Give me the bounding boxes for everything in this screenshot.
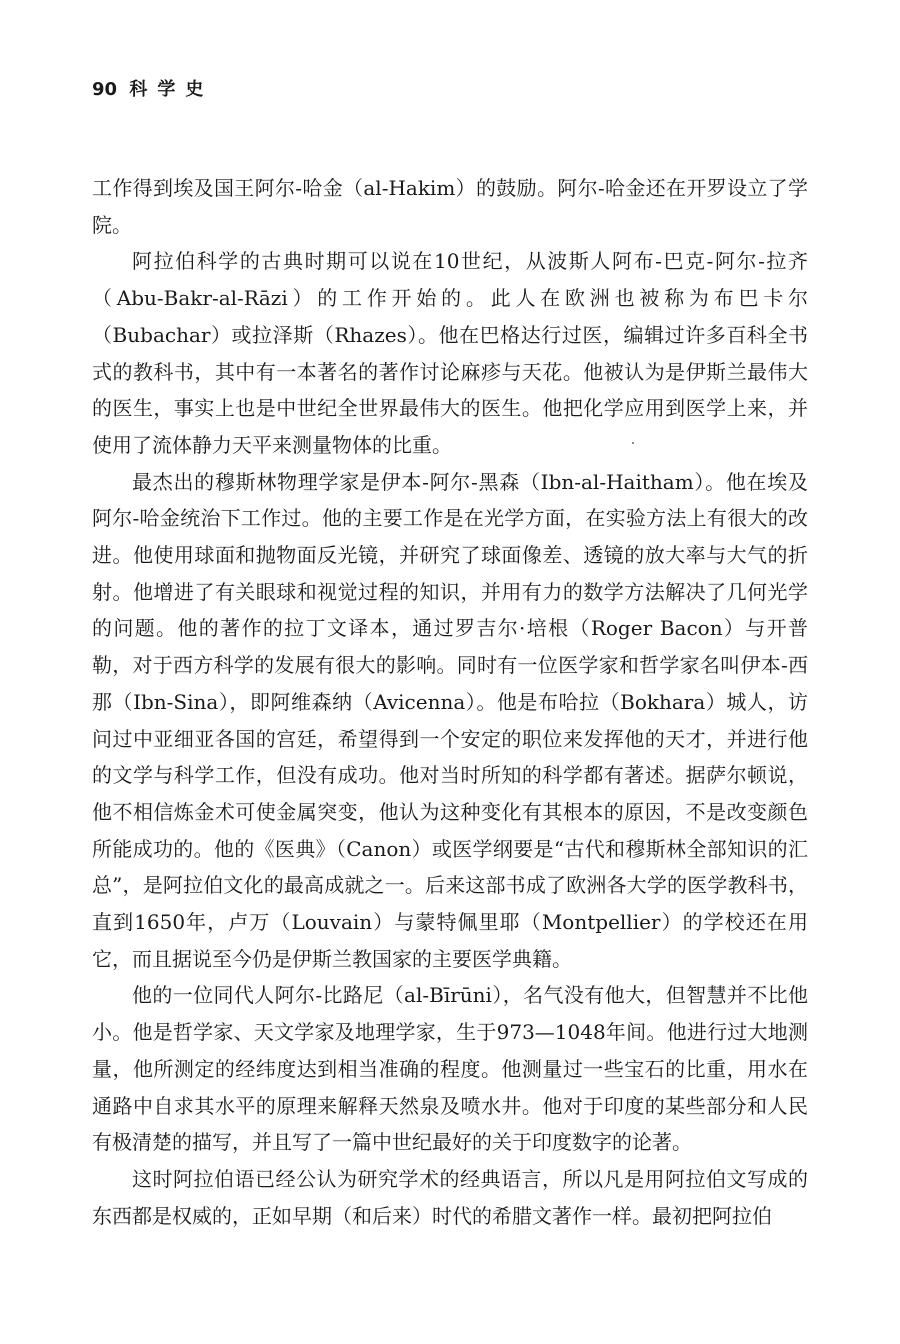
paragraph-al-biruni: 他的一位同代人阿尔-比路尼（al-Bīrūni），名气没有他大，但智慧并不比他小。他是哲学家、天文学家及地理学家，生于973—1048年间。他进行过大地测量，他所测定的经纬度达到相当准确的程度。他测量过一些宝石的比重，用水在通路中自求其水平的原理来解释天然泉及喷水井。他对于印度的某些部分和人民有极清楚的描写，并且写了一篇中世纪最好的关于印度数字的论著。 bbox=[92, 983, 808, 1155]
paragraph-arabic-language: 这时阿拉伯语已经公认为研究学术的经典语言，所以凡是用阿拉伯文写成的东西都是权威的，正如早期（和后来）时代的希腊文著作一样。最初把阿拉伯 bbox=[92, 1166, 808, 1228]
page-header bbox=[92, 78, 213, 102]
running-title: 科学史 bbox=[129, 79, 214, 100]
paragraph-razi: 阿拉伯科学的古典时期可以说在10世纪，从波斯人阿布-巴克-阿尔-拉齐（Abu-Bakr-al-Rāzi）的工作开始的。此人在欧洲也被称为布巴卡尔（Bubachar）或拉泽斯（Rhazes）。他在巴格达行过医，编辑过许多百科全书式的教科书，其中有一本著名的著作讨论麻疹与天花。他被认为是伊斯兰最伟大的医生，事实上也是中世纪全世界最伟大的医生。他把化学应用到医学上来，并使用了流体静力天平来测量物体的比重。 bbox=[92, 249, 808, 457]
stray-mark bbox=[632, 442, 634, 444]
paragraph-continuation: 工作得到埃及国王阿尔-哈金（al-Hakim）的鼓励。阿尔-哈金还在开罗设立了学院。 bbox=[92, 176, 808, 237]
paragraph-ibn-al-haitham: 最杰出的穆斯林物理学家是伊本-阿尔-黑森（Ibn-al-Haitham）。他在埃及阿尔-哈金统治下工作过。他的主要工作是在光学方面，在实验方法上有很大的改进。他使用球面和抛物面反光镜，并研究了球面像差、透镜的放大率与大气的折射。他增进了有关眼球和视觉过程的知识，并用有力的数学方法解决了几何光学的问题。他的著作的拉丁文译本，通过罗吉尔·培根（Roger Bacon）与开普勒，对于西方科学的发展有很大的影响。同时有一位医学家和哲学家名叫伊本-西那（Ibn-Sina），即阿维森纳（Avicenna）。他是布哈拉（Bokhara）城人，访问过中亚细亚各国的宫廷，希望得到一个安定的职位来发挥他的天才，并进行他的文学与科学工作，但没有成功。他对当时所知的科学都有著述。据萨尔顿说，他不相信炼金术可使金属突变，他认为这种变化有其根本的原因，不是改变颜色所能成功的。他的《医典》（Canon）或医学纲要是“古代和穆斯林全部知识的汇总”，是阿拉伯文化的最高成就之一。后来这部书成了欧洲各大学的医学教科书，直到1650年，卢万（Louvain）与蒙特佩里耶（Montpellier）的学校还在用它，而且据说至今仍是伊斯兰教国家的主要医学典籍。 bbox=[92, 469, 808, 971]
page-number: 90 bbox=[92, 79, 118, 100]
body-text bbox=[92, 170, 808, 1234]
